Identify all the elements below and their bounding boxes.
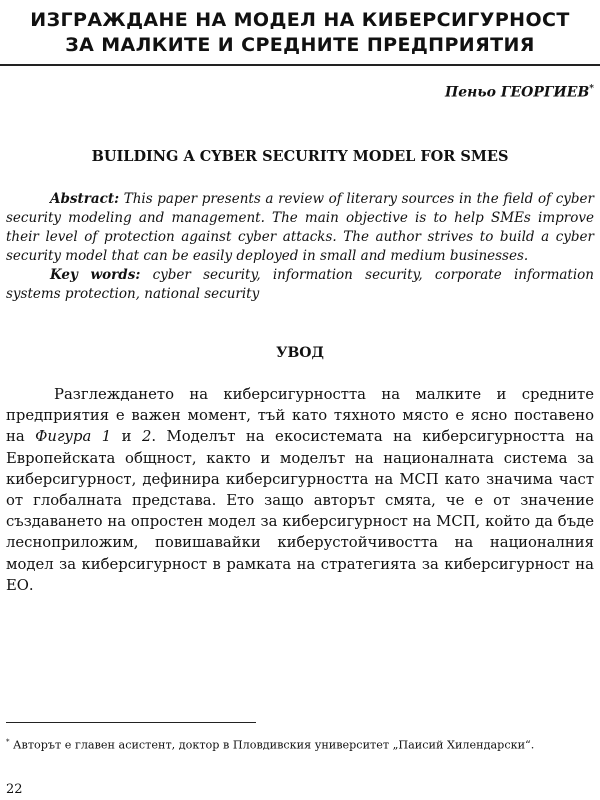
author-line <box>445 84 594 101</box>
abstract-label: Abstract: <box>50 191 120 207</box>
paper-title <box>0 8 600 58</box>
author-footnote <box>6 734 594 754</box>
author-name: Пеньо ГЕОРГИЕВ <box>445 84 590 101</box>
abstract-text: This paper presents a review of literary sources in the field of cyber security modeling and management. The main objective is to help SMEs improve their level of protection against cyber attacks. The author strives to build a cyber security model that can be easily deployed in small and medium businesses. <box>6 191 594 264</box>
footnote-divider <box>6 722 256 723</box>
footnote-mark: * <box>6 738 10 746</box>
body-text-part-1: Разглеждането на киберсигурността на малките и средните предприятия е важен момент, тъй като тяхното място е ясно поставено на <box>6 386 594 446</box>
intro-paragraph <box>6 384 594 596</box>
figure-reference-2: 2 <box>141 428 152 446</box>
figure-reference-1: Фигура 1 <box>35 428 112 446</box>
english-title: BUILDING A CYBER SECURITY MODEL FOR SMES <box>91 148 509 165</box>
keywords-text: cyber security, information security, corporate information systems protection, national security <box>6 267 594 302</box>
keywords-paragraph <box>6 266 594 304</box>
body-and-word: и <box>111 428 142 446</box>
keywords-label: Key words: <box>50 267 141 283</box>
footnote-text: Авторът е главен асистент, доктор в Пловдивския университет „Паисий Хилендарски“. <box>9 738 535 752</box>
body-text-part-2: . Моделът на екосистемата на киберсигурността на Европейската общност, както и моделът на националната система за киберсигурност, дефинира киберсигурността на МСП като значима част от глобалната представа. Ето защо авторът смята, че е от значение създаването на опростен модел за киберсигурност на МСП, който да бъде лесноприложим, повишавайки киберустойчивостта на националния модел за киберсигурност в рамката на стратегията за киберсигурност на ЕО. <box>6 428 594 594</box>
title-divider <box>0 64 600 66</box>
title-line-1: ИЗГРАЖДАНЕ НА МОДЕЛ НА КИБЕРСИГУРНОСТ <box>30 9 570 31</box>
abstract-paragraph <box>6 190 594 266</box>
section-heading-intro: УВОД <box>276 345 324 361</box>
author-footnote-mark: * <box>589 84 594 94</box>
page-number: 22 <box>6 782 23 797</box>
title-line-2: ЗА МАЛКИТЕ И СРЕДНИТЕ ПРЕДПРИЯТИЯ <box>65 34 535 56</box>
